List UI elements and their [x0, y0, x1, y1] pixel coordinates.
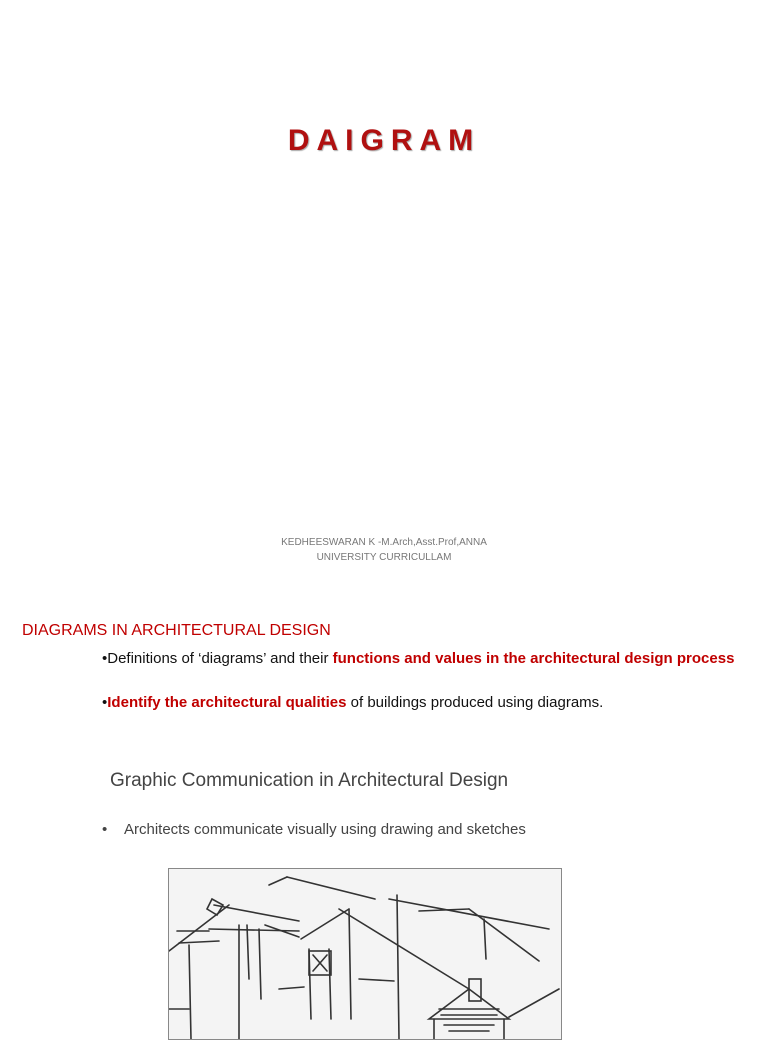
architectural-sketch-image — [168, 868, 562, 1040]
slide-title: DAIGRAM — [287, 124, 481, 157]
section-heading: DIAGRAMS IN ARCHITECTURAL DESIGN — [22, 622, 331, 639]
bullet-symbol: • — [102, 821, 108, 838]
bullet-architects — [102, 821, 526, 838]
sketch-drawing — [169, 869, 561, 1039]
bullet-qualities — [102, 692, 762, 714]
credit-line-2: UNIVERSITY CURRICULLAM — [316, 552, 452, 563]
bullet-qualities-highlight: Identify the architectural qualities — [107, 694, 347, 711]
bullet-qualities-symbol: • — [102, 694, 108, 711]
credit-line-1: KEDHEESWARAN K -M.Arch,Asst.Prof,ANNA — [281, 537, 487, 548]
bullet-definitions — [22, 648, 762, 670]
bullet-architects-text: Architects communicate visually using drawing and sketches — [124, 821, 526, 838]
slide-subtitle: Graphic Communication in Architectural Design — [110, 770, 509, 791]
bullet-qualities-text: of buildings produced using diagrams. — [346, 694, 604, 711]
bullet-definitions-text: •Definitions of ‘diagrams’ and their — [102, 650, 333, 667]
author-credit — [184, 535, 584, 565]
bullet-definitions-highlight: functions and values in the architectural design process — [332, 650, 735, 667]
